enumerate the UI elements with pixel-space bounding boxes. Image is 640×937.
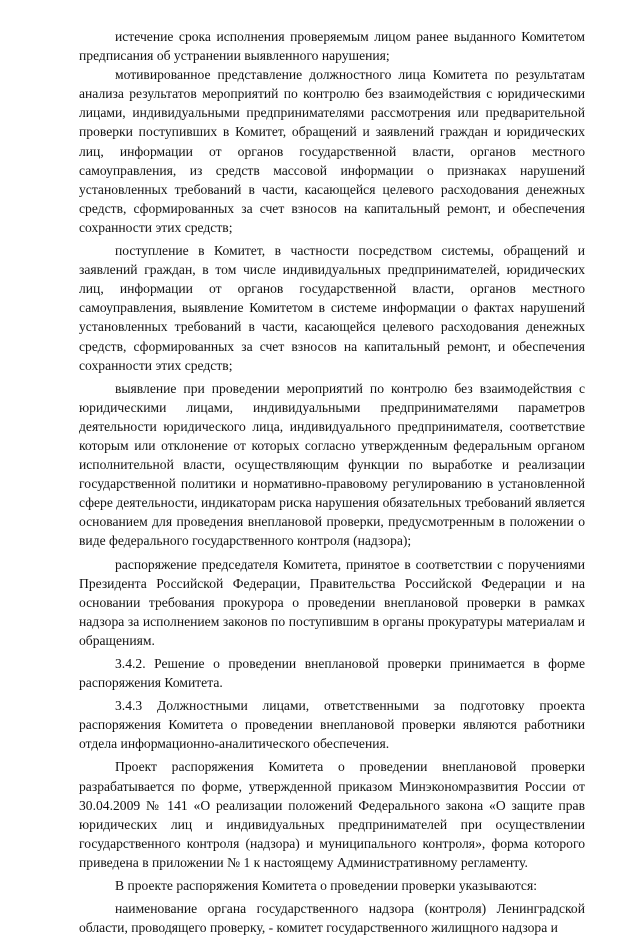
paragraph-4: выявление при проведении мероприятий по контролю без взаимодействия с юридическими лицами, индивидуальными предпринимателями параметров деятельности юридического лица, индивидуального предпринимателя, соответствие которым или отклонение от которых согласно утвержденным федеральным органом исполнительной власти, осуществляющим функции по выработке и реализации государственной политики и нормативно-правовому регулированию в установленной сфере деятельности, индикаторам риска нарушения обязательных требований является основанием для проведения внеплановой проверки, предусмотренным в положении о виде федерального государственного контроля (надзора); [79, 380, 585, 549]
paragraph-2: мотивированное представление должностного лица Комитета по результатам анализа результатов мероприятий по контролю без взаимодействия с юридическими лицами, индивидуальными предпринимателями рассмотрения или предварительной проверки поступивших в Комитет, обращений и заявлений граждан и юридических лиц, информации от органов государственной власти, органов местного самоуправления, из средств массовой информации о признаках нарушений установленных требований в части, касающейся целевого расходования денежных средств, сформированных за счет взносов на капитальный ремонт, и обеспечения сохранности этих средств; [79, 67, 585, 235]
paragraph-6: 3.4.2. Решение о проведении внеплановой проверки принимается в форме распоряжения Комитета. [79, 656, 585, 691]
paragraph-1: истечение срока исполнения проверяемым лицом ранее выданного Комитетом предписания об устранении выявленного нарушения; [79, 29, 585, 64]
paragraph-3: поступление в Комитет, в частности посредством системы, обращений и заявлений граждан, в том числе индивидуальных предпринимателей, юридических лиц, информации от органов государственной власти, органов местного самоуправления, выявление Комитетом в системе информации о фактах нарушений установленных требований в части, касающейся целевого расходования денежных средств, сформированных за счет взносов на капитальный ремонт, и обеспечения сохранности этих средств; [79, 243, 585, 373]
paragraph-5: распоряжение председателя Комитета, принятое в соответствии с поручениями Президента Российской Федерации, Правительства Российской Федерации и на основании требования прокурора о проведении внеплановой проверки в рамках надзора за исполнением законов по поступившим в органы прокуратуры материалам и обращениям. [79, 556, 585, 648]
paragraph-8: Проект распоряжения Комитета о проведении внеплановой проверки разрабатывается по форме, утвержденной приказом Минэкономразвития России от 30.04.2009 № 141 «О реализации положений Федерального закона «О защите прав юридических лиц и индивидуальных предпринимателей при осуществлении государственного контроля (надзора) и муниципального контроля», форма которого приведена в приложении № 1 к настоящему Административному регламенту. [79, 759, 585, 870]
paragraph-9: В проекте распоряжения Комитета о проведении проверки указываются: [115, 878, 537, 894]
document-body [79, 27, 585, 937]
paragraph-10: наименование органа государственного надзора (контроля) Ленинградской области, проводящего проверку, - комитет государственного жилищного надзора и [79, 901, 585, 936]
paragraph-7: 3.4.3 Должностными лицами, ответственными за подготовку проекта распоряжения Комитета о проведении внеплановой проверки являются работники отдела информационно-аналитического обеспечения. [79, 698, 585, 752]
